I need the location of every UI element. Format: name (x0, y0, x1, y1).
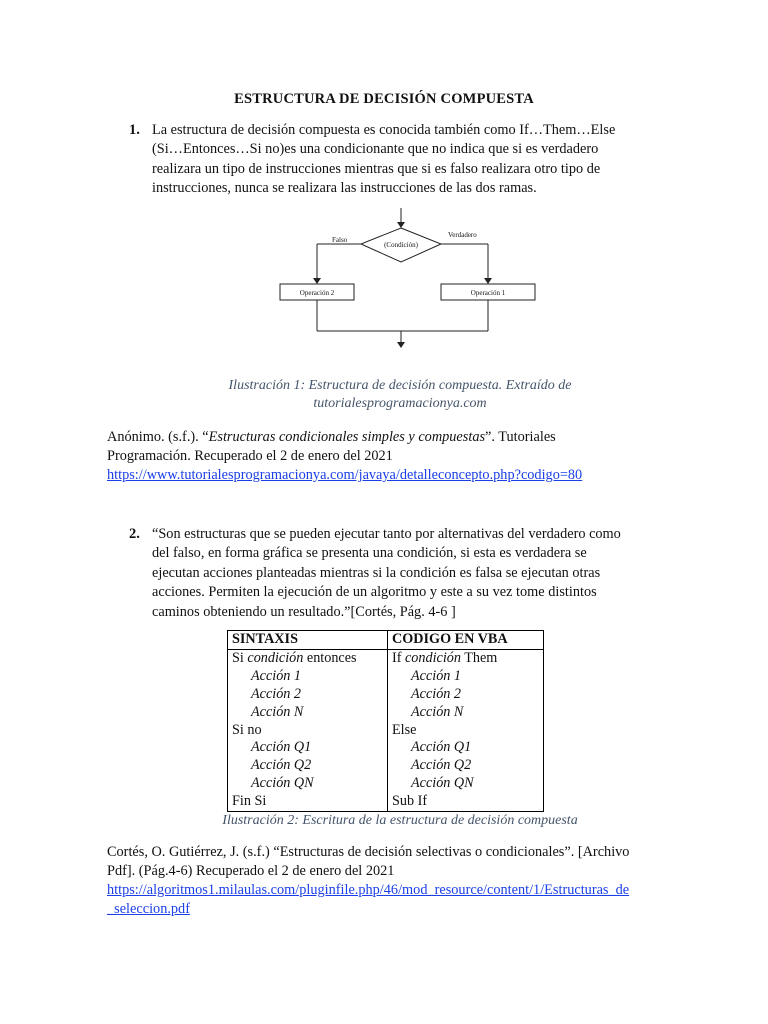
condition-text: condición (405, 650, 461, 666)
table-header-row (228, 631, 544, 650)
false-label: Falso (332, 236, 348, 244)
header-syntax: SINTAXIS (228, 631, 388, 650)
section-1-number: 1. (129, 122, 140, 138)
if-line (392, 650, 539, 668)
action-line: Acción 2 (411, 685, 462, 702)
if-line (232, 650, 383, 668)
reference-2-link-continued[interactable]: _seleccion.pdf (107, 901, 190, 917)
paragraph-line: acciones. Permiten la ejecución de un algoritmo y este a su vez tome distintos (152, 584, 597, 601)
action-line: Acción N (411, 703, 464, 720)
reference-after: ”. Tutoriales (485, 429, 556, 445)
end-line: Fin Si (232, 793, 267, 810)
syntax-column-cell (228, 650, 388, 812)
section-2-paragraph (152, 525, 642, 622)
operation-2-label: Operación 2 (299, 289, 335, 297)
paragraph-line: (Si…Entonces…Si no)es una condicionante que no indica que si es verdadero (152, 141, 599, 158)
reference-1-link[interactable]: https://www.tutorialesprogramacionya.com/javaya/detalleconcepto.php?codigo=80 (107, 467, 583, 483)
action-line: Acción 1 (251, 667, 302, 684)
section-2-number: 2. (129, 526, 140, 542)
caption-line: tutorialesprogramacionya.com (313, 396, 487, 411)
action-line: Acción 1 (411, 667, 462, 684)
reference-line: Programación. Recuperado el 2 de enero del 2021 (107, 448, 393, 464)
true-label: Verdadero (448, 231, 477, 239)
action-line: Acción Q2 (251, 757, 312, 774)
action-line: Acción Q1 (251, 739, 312, 756)
keyword-text: If (392, 650, 405, 666)
false-arrowhead (313, 278, 321, 284)
page-title: ESTRUCTURA DE DECISIÓN COMPUESTA (234, 91, 534, 107)
reference-2-link[interactable]: https://algoritmos1.milaulas.com/pluginfile.php/46/mod_resource/content/1/Estructuras_de (107, 882, 630, 898)
decision-flowchart (270, 206, 546, 354)
paragraph-line: realizara un tipo de instrucciones mientras que si es falso realizara otro tipo de (152, 160, 601, 177)
paragraph-line: La estructura de decisión compuesta es conocida también como If…Them…Else (152, 122, 616, 138)
figure-1-caption (150, 377, 650, 413)
condition-label: (Condición) (384, 241, 418, 249)
end-line: Sub If (392, 793, 428, 810)
else-line: Else (392, 721, 417, 738)
exit-arrowhead (397, 342, 405, 348)
reference-line: Cortés, O. Gutiérrez, J. (s.f.) “Estructuras de decisión selectivas o condicionales”. [Archivo (107, 844, 630, 860)
paragraph-line: “Son estructuras que se pueden ejecutar tanto por alternativas del verdadero como (152, 526, 621, 542)
true-arrowhead (484, 278, 492, 284)
condition-text: condición (247, 650, 304, 666)
table-row (228, 650, 544, 812)
reference-author: Anónimo. (s.f.). “ (107, 429, 209, 445)
section-1-paragraph (152, 121, 642, 199)
action-line: Acción N (251, 703, 304, 720)
action-line: Acción QN (251, 775, 314, 792)
action-line: Acción Q1 (411, 739, 472, 756)
reference-work-title: Estructuras condicionales simples y compuestas (208, 429, 486, 445)
caption-line: Ilustración 1: Estructura de decisión compuesta. Extraído de (228, 378, 572, 393)
paragraph-line: caminos obteniendo un resultado.”[Cortés, Pág. 4-6 ] (152, 603, 456, 620)
reference-1 (107, 428, 667, 485)
reference-line (107, 428, 667, 447)
paragraph-line: instrucciones, nunca se realizara las instrucciones de las dos ramas. (152, 180, 537, 197)
paragraph-line: del falso, en forma gráfica se presenta una condición, si esta es verdadera se (152, 545, 587, 562)
keyword-text: Them (460, 650, 498, 666)
header-vba-code: CODIGO EN VBA (388, 631, 544, 650)
else-line: Si no (232, 721, 262, 738)
operation-1-label: Operación 1 (470, 289, 506, 297)
reference-line: Pdf]. (Pág.4-6) Recuperado el 2 de enero del 2021 (107, 863, 395, 879)
figure-2-caption: Ilustración 2: Escritura de la estructura de decisión compuesta (222, 813, 578, 828)
vba-column-cell (388, 650, 544, 812)
action-line: Acción Q2 (411, 757, 472, 774)
syntax-table (227, 630, 544, 812)
action-line: Acción 2 (251, 685, 302, 702)
keyword-text: Si (232, 650, 248, 666)
paragraph-line: ejecutan acciones planteadas mientras si la condición es falsa se ejecutan otras (152, 564, 601, 581)
reference-2 (107, 843, 667, 919)
entry-arrowhead (397, 222, 405, 228)
action-line: Acción QN (411, 775, 474, 792)
keyword-text: entonces (303, 650, 357, 666)
